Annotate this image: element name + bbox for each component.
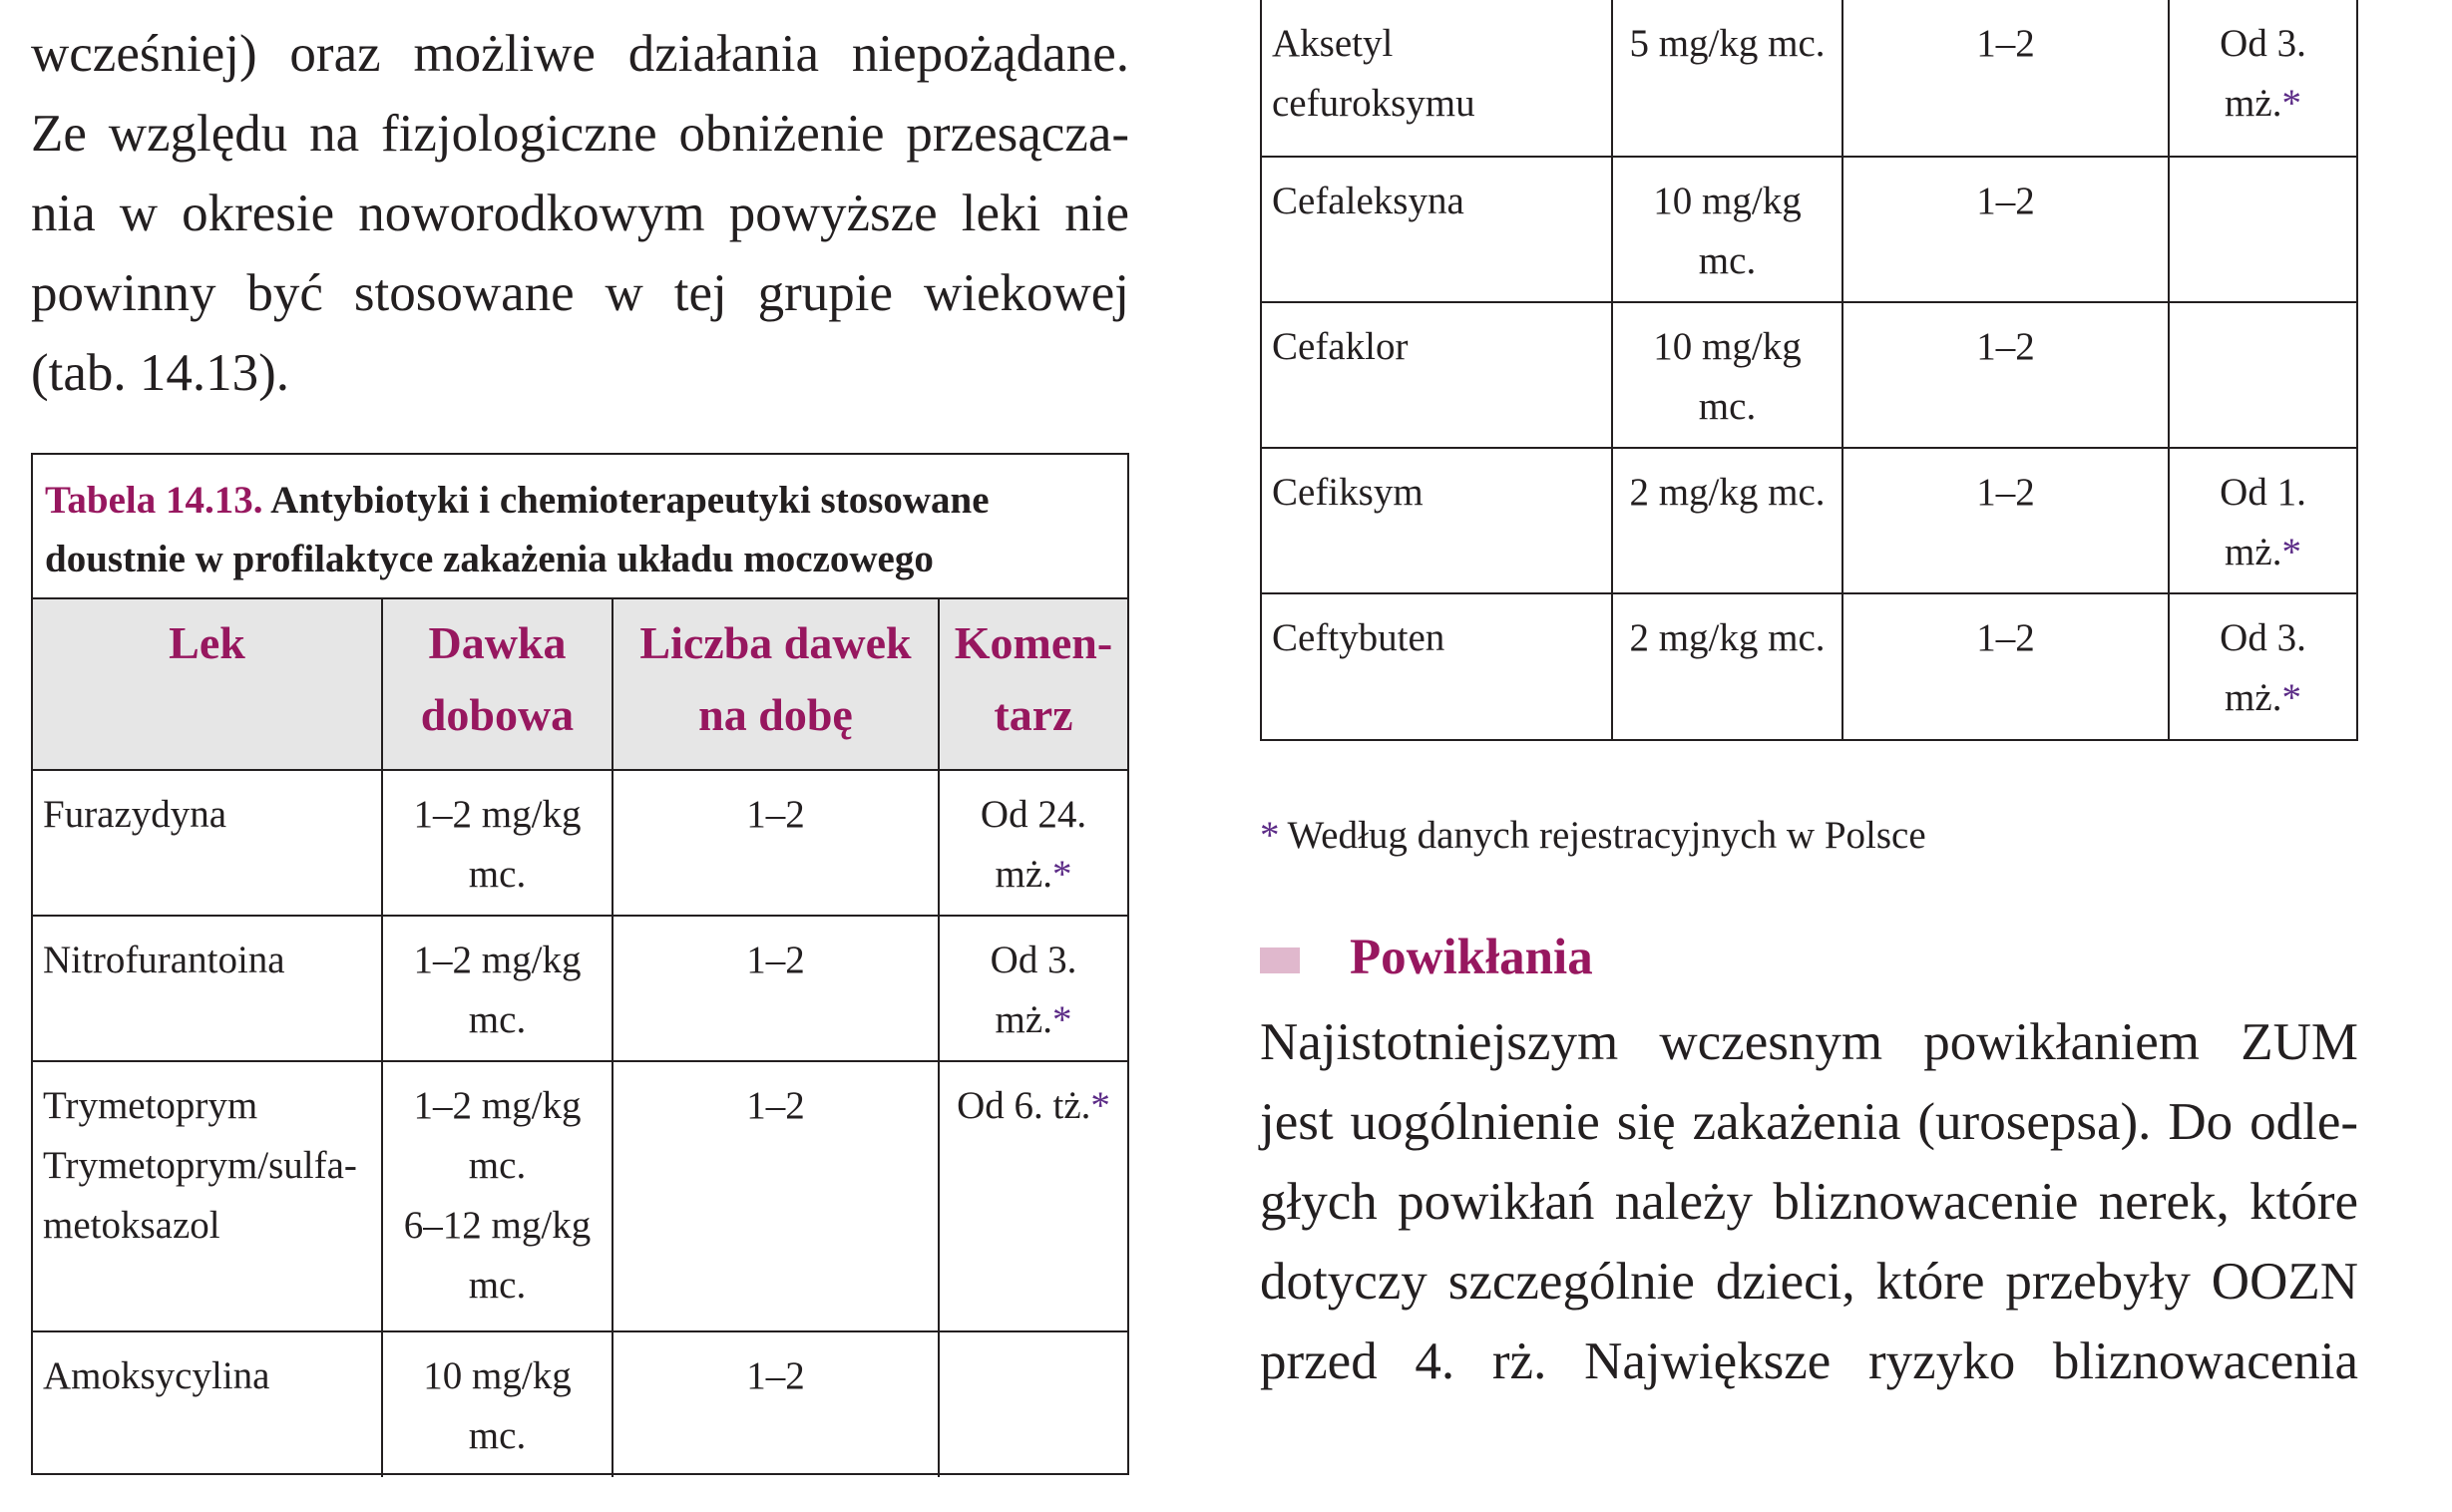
intro-line: powinny być stosowane w tej grupie wiekowej bbox=[31, 264, 1129, 322]
section-bullet-icon bbox=[1260, 947, 1300, 973]
section-line: Najistotniejszym wczesnym powikłaniem ZUM bbox=[1260, 1013, 2358, 1071]
cell-comment bbox=[939, 1331, 1127, 1477]
table-caption-line2: doustnie w profilaktyce zakażenia układu moczowego bbox=[45, 538, 934, 580]
section-line: przed 4. rż. Największe ryzyko bliznowacenia bbox=[1260, 1332, 2358, 1390]
table-row bbox=[1262, 157, 2356, 302]
cell-comment: Od 24. mż.* bbox=[939, 770, 1127, 916]
table-row bbox=[1262, 0, 2356, 157]
table-row bbox=[33, 916, 1127, 1061]
cell-dose: 10 mg/kg mc. bbox=[1612, 302, 1842, 448]
cell-drug: Trymetoprym Trymetoprym/sulfa- metoksazol bbox=[33, 1061, 382, 1331]
table-caption bbox=[33, 455, 1127, 599]
cell-comment: Od 3. mż.* bbox=[939, 916, 1127, 1061]
drug-table-left bbox=[33, 599, 1127, 1477]
intro-line: Ze względu na fizjologiczne obniżenie przesącza- bbox=[31, 105, 1129, 163]
cell-dose: 1–2 mg/kg mc. bbox=[382, 770, 613, 916]
table-row bbox=[33, 1331, 1127, 1477]
intro-line: wcześniej) oraz możliwe działania niepożądane. bbox=[31, 25, 1129, 83]
cell-drug: Cefaklor bbox=[1262, 302, 1612, 448]
header-count: Liczba dawek na dobę bbox=[613, 599, 939, 770]
cell-count: 1–2 bbox=[613, 1331, 939, 1477]
intro-paragraph bbox=[31, 14, 1129, 413]
cell-count: 1–2 bbox=[1842, 448, 2169, 593]
table-14-13-continued bbox=[1260, 0, 2358, 741]
cell-dose: 1–2 mg/kg mc. bbox=[382, 916, 613, 1061]
table-row bbox=[33, 770, 1127, 916]
table-14-13 bbox=[31, 453, 1129, 1475]
table-row bbox=[1262, 448, 2356, 593]
footnote-star: * bbox=[1260, 814, 1280, 857]
cell-dose: 5 mg/kg mc. bbox=[1612, 0, 1842, 157]
cell-count: 1–2 bbox=[613, 770, 939, 916]
section-paragraph bbox=[1260, 1002, 2358, 1401]
table-header-row bbox=[33, 599, 1127, 770]
cell-count: 1–2 bbox=[613, 916, 939, 1061]
cell-dose: 10 mg/kg mc. bbox=[382, 1331, 613, 1477]
cell-drug: Cefaleksyna bbox=[1262, 157, 1612, 302]
cell-comment: Od 1. mż.* bbox=[2169, 448, 2356, 593]
section-text bbox=[1260, 1002, 2358, 1401]
section-line: głych powikłań należy bliznowacenie nerek, które bbox=[1260, 1173, 2358, 1231]
cell-count: 1–2 bbox=[1842, 593, 2169, 739]
cell-count: 1–2 bbox=[613, 1061, 939, 1331]
intro-line: (tab. 14.13). bbox=[31, 344, 290, 402]
section-line: jest uogólnienie się zakażenia (urosepsa). Do odle- bbox=[1260, 1093, 2358, 1151]
cell-drug: Nitrofurantoina bbox=[33, 916, 382, 1061]
header-comment: Komen- tarz bbox=[939, 599, 1127, 770]
intro-text bbox=[31, 14, 1129, 413]
drug-table-right bbox=[1262, 0, 2356, 739]
cell-count: 1–2 bbox=[1842, 157, 2169, 302]
table-row bbox=[33, 1061, 1127, 1331]
footnote-text: Według danych rejestracyjnych w Polsce bbox=[1287, 814, 1926, 857]
cell-drug: Cefiksym bbox=[1262, 448, 1612, 593]
cell-drug: Furazydyna bbox=[33, 770, 382, 916]
intro-line: nia w okresie noworodkowym powyższe leki nie bbox=[31, 185, 1129, 242]
header-drug: Lek bbox=[33, 599, 382, 770]
table-caption-label: Tabela 14.13. bbox=[45, 479, 263, 522]
cell-comment: Od 3. mż.* bbox=[2169, 0, 2356, 157]
header-dose: Dawka dobowa bbox=[382, 599, 613, 770]
cell-comment bbox=[2169, 157, 2356, 302]
cell-drug: Ceftybuten bbox=[1262, 593, 1612, 739]
cell-drug: Aksetyl cefuroksymu bbox=[1262, 0, 1612, 157]
section-line: dotyczy szczególnie dzieci, które przebyły OOZN bbox=[1260, 1253, 2358, 1311]
table-caption-line1: Antybiotyki i chemioterapeutyki stosowane bbox=[270, 479, 990, 522]
cell-comment bbox=[2169, 302, 2356, 448]
cell-dose: 1–2 mg/kg mc. 6–12 mg/kg mc. bbox=[382, 1061, 613, 1331]
cell-drug: Amoksycylina bbox=[33, 1331, 382, 1477]
table-row bbox=[1262, 593, 2356, 739]
cell-dose: 2 mg/kg mc. bbox=[1612, 593, 1842, 739]
cell-comment: Od 3. mż.* bbox=[2169, 593, 2356, 739]
table-row bbox=[1262, 302, 2356, 448]
section-title: Powikłania bbox=[1350, 930, 1593, 985]
section-heading bbox=[1260, 923, 1593, 992]
table-footnote bbox=[1260, 806, 1926, 866]
cell-count: 1–2 bbox=[1842, 302, 2169, 448]
cell-dose: 10 mg/kg mc. bbox=[1612, 157, 1842, 302]
cell-dose: 2 mg/kg mc. bbox=[1612, 448, 1842, 593]
cell-count: 1–2 bbox=[1842, 0, 2169, 157]
cell-comment: Od 6. tż.* bbox=[939, 1061, 1127, 1331]
